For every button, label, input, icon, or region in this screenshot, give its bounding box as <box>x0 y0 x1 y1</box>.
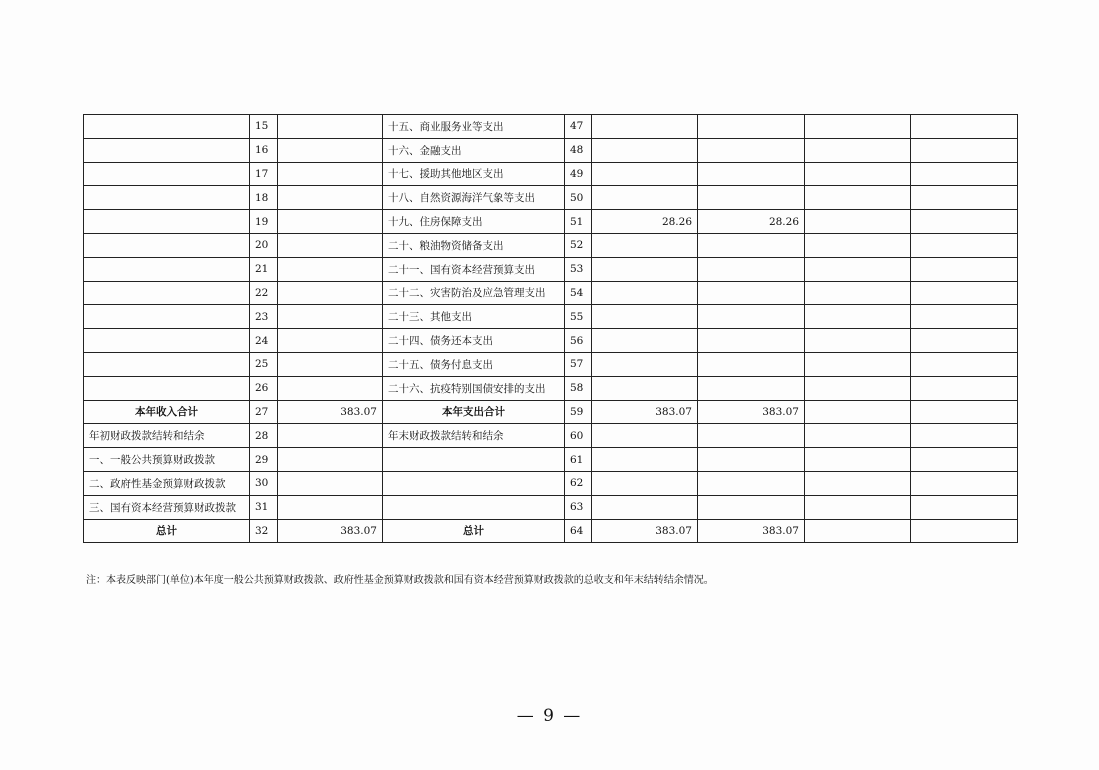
expenditure-item-cell <box>383 495 565 519</box>
general-budget-cell <box>698 257 805 281</box>
expenditure-item-cell: 二十、粮油物资储备支出 <box>383 233 565 257</box>
income-amount-cell <box>278 376 383 400</box>
table-row <box>84 210 1018 234</box>
general-budget-cell <box>698 448 805 472</box>
expenditure-item-cell: 十九、住房保障支出 <box>383 210 565 234</box>
income-item-cell <box>84 305 250 329</box>
expenditure-total-cell <box>592 233 698 257</box>
income-amount-cell <box>278 210 383 234</box>
expenditure-total-cell: 383.07 <box>592 400 698 424</box>
expenditure-item-cell <box>383 471 565 495</box>
general-budget-cell: 383.07 <box>698 400 805 424</box>
table-row <box>84 115 1018 139</box>
state-capital-cell <box>911 305 1018 329</box>
income-amount-cell <box>278 448 383 472</box>
expenditure-total-cell <box>592 281 698 305</box>
income-line-number-cell: 32 <box>250 519 278 543</box>
income-line-number-cell: 22 <box>250 281 278 305</box>
expenditure-line-number-cell: 64 <box>565 519 592 543</box>
government-fund-cell <box>805 424 911 448</box>
expenditure-item-cell: 二十五、债务付息支出 <box>383 352 565 376</box>
general-budget-cell <box>698 329 805 353</box>
income-amount-cell: 383.07 <box>278 519 383 543</box>
expenditure-line-number-cell: 53 <box>565 257 592 281</box>
table-row <box>84 519 1018 543</box>
income-line-number-cell: 18 <box>250 186 278 210</box>
table-row <box>84 329 1018 353</box>
government-fund-cell <box>805 352 911 376</box>
income-item-cell <box>84 257 250 281</box>
state-capital-cell <box>911 495 1018 519</box>
income-amount-cell <box>278 233 383 257</box>
table-row <box>84 138 1018 162</box>
income-line-number-cell: 26 <box>250 376 278 400</box>
income-item-cell <box>84 233 250 257</box>
expenditure-total-cell <box>592 376 698 400</box>
expenditure-total-cell: 383.07 <box>592 519 698 543</box>
expenditure-line-number-cell: 57 <box>565 352 592 376</box>
income-amount-cell <box>278 305 383 329</box>
table-row <box>84 162 1018 186</box>
income-amount-cell <box>278 352 383 376</box>
table-row <box>84 305 1018 329</box>
general-budget-cell <box>698 471 805 495</box>
table-row <box>84 471 1018 495</box>
expenditure-total-cell <box>592 257 698 281</box>
expenditure-total-cell <box>592 162 698 186</box>
budget-table <box>83 114 1018 543</box>
state-capital-cell <box>911 257 1018 281</box>
expenditure-total-cell: 28.26 <box>592 210 698 234</box>
general-budget-cell <box>698 305 805 329</box>
state-capital-cell <box>911 448 1018 472</box>
table-row <box>84 233 1018 257</box>
table-row <box>84 495 1018 519</box>
expenditure-item-cell: 二十二、灾害防治及应急管理支出 <box>383 281 565 305</box>
state-capital-cell <box>911 424 1018 448</box>
expenditure-item-cell <box>383 448 565 472</box>
income-amount-cell <box>278 115 383 139</box>
income-amount-cell <box>278 186 383 210</box>
expenditure-line-number-cell: 62 <box>565 471 592 495</box>
state-capital-cell <box>911 519 1018 543</box>
expenditure-line-number-cell: 52 <box>565 233 592 257</box>
government-fund-cell <box>805 115 911 139</box>
income-line-number-cell: 29 <box>250 448 278 472</box>
income-line-number-cell: 15 <box>250 115 278 139</box>
expenditure-item-cell: 年末财政拨款结转和结余 <box>383 424 565 448</box>
expenditure-total-cell <box>592 471 698 495</box>
general-budget-cell <box>698 115 805 139</box>
government-fund-cell <box>805 186 911 210</box>
government-fund-cell <box>805 448 911 472</box>
government-fund-cell <box>805 329 911 353</box>
income-item-cell <box>84 376 250 400</box>
general-budget-cell: 28.26 <box>698 210 805 234</box>
income-line-number-cell: 24 <box>250 329 278 353</box>
income-line-number-cell: 30 <box>250 471 278 495</box>
general-budget-cell <box>698 162 805 186</box>
income-item-cell: 三、国有资本经营预算财政拨款 <box>84 495 250 519</box>
expenditure-item-cell: 总计 <box>383 519 565 543</box>
state-capital-cell <box>911 400 1018 424</box>
state-capital-cell <box>911 210 1018 234</box>
table-row <box>84 257 1018 281</box>
general-budget-cell <box>698 495 805 519</box>
income-amount-cell <box>278 281 383 305</box>
table-row <box>84 400 1018 424</box>
expenditure-item-cell: 二十三、其他支出 <box>383 305 565 329</box>
income-line-number-cell: 23 <box>250 305 278 329</box>
government-fund-cell <box>805 519 911 543</box>
government-fund-cell <box>805 471 911 495</box>
expenditure-line-number-cell: 63 <box>565 495 592 519</box>
government-fund-cell <box>805 210 911 234</box>
table-row <box>84 186 1018 210</box>
state-capital-cell <box>911 329 1018 353</box>
income-amount-cell <box>278 329 383 353</box>
income-item-cell <box>84 329 250 353</box>
expenditure-line-number-cell: 51 <box>565 210 592 234</box>
income-amount-cell <box>278 257 383 281</box>
income-item-cell: 本年收入合计 <box>84 400 250 424</box>
state-capital-cell <box>911 233 1018 257</box>
income-amount-cell <box>278 138 383 162</box>
general-budget-cell <box>698 281 805 305</box>
income-item-cell <box>84 210 250 234</box>
expenditure-item-cell: 十六、金融支出 <box>383 138 565 162</box>
income-line-number-cell: 27 <box>250 400 278 424</box>
expenditure-line-number-cell: 50 <box>565 186 592 210</box>
general-budget-cell <box>698 352 805 376</box>
expenditure-line-number-cell: 47 <box>565 115 592 139</box>
expenditure-total-cell <box>592 329 698 353</box>
table-row <box>84 352 1018 376</box>
income-line-number-cell: 28 <box>250 424 278 448</box>
state-capital-cell <box>911 352 1018 376</box>
government-fund-cell <box>805 233 911 257</box>
income-line-number-cell: 19 <box>250 210 278 234</box>
expenditure-line-number-cell: 55 <box>565 305 592 329</box>
expenditure-total-cell <box>592 305 698 329</box>
income-item-cell <box>84 281 250 305</box>
income-line-number-cell: 31 <box>250 495 278 519</box>
expenditure-total-cell <box>592 448 698 472</box>
expenditure-item-cell: 十八、自然资源海洋气象等支出 <box>383 186 565 210</box>
state-capital-cell <box>911 186 1018 210</box>
state-capital-cell <box>911 162 1018 186</box>
expenditure-item-cell: 十七、援助其他地区支出 <box>383 162 565 186</box>
government-fund-cell <box>805 138 911 162</box>
government-fund-cell <box>805 376 911 400</box>
income-line-number-cell: 17 <box>250 162 278 186</box>
government-fund-cell <box>805 495 911 519</box>
income-amount-cell <box>278 471 383 495</box>
income-line-number-cell: 20 <box>250 233 278 257</box>
income-amount-cell <box>278 424 383 448</box>
expenditure-line-number-cell: 59 <box>565 400 592 424</box>
expenditure-total-cell <box>592 495 698 519</box>
state-capital-cell <box>911 115 1018 139</box>
expenditure-total-cell <box>592 115 698 139</box>
income-item-cell <box>84 186 250 210</box>
expenditure-line-number-cell: 60 <box>565 424 592 448</box>
expenditure-item-cell: 二十四、债务还本支出 <box>383 329 565 353</box>
government-fund-cell <box>805 162 911 186</box>
expenditure-total-cell <box>592 424 698 448</box>
table-row <box>84 281 1018 305</box>
expenditure-line-number-cell: 48 <box>565 138 592 162</box>
income-line-number-cell: 21 <box>250 257 278 281</box>
income-item-cell: 一、一般公共预算财政拨款 <box>84 448 250 472</box>
income-amount-cell <box>278 162 383 186</box>
government-fund-cell <box>805 257 911 281</box>
general-budget-cell <box>698 186 805 210</box>
state-capital-cell <box>911 138 1018 162</box>
expenditure-item-cell: 二十一、国有资本经营预算支出 <box>383 257 565 281</box>
table-body <box>84 115 1018 543</box>
state-capital-cell <box>911 281 1018 305</box>
expenditure-line-number-cell: 61 <box>565 448 592 472</box>
page-number: — 9 — <box>516 706 583 726</box>
general-budget-cell <box>698 424 805 448</box>
general-budget-cell <box>698 376 805 400</box>
table-row <box>84 376 1018 400</box>
expenditure-line-number-cell: 49 <box>565 162 592 186</box>
income-item-cell <box>84 138 250 162</box>
income-line-number-cell: 25 <box>250 352 278 376</box>
general-budget-cell: 383.07 <box>698 519 805 543</box>
expenditure-total-cell <box>592 138 698 162</box>
government-fund-cell <box>805 305 911 329</box>
expenditure-total-cell <box>592 186 698 210</box>
income-item-cell <box>84 162 250 186</box>
income-item-cell: 年初财政拨款结转和结余 <box>84 424 250 448</box>
income-item-cell <box>84 115 250 139</box>
expenditure-item-cell: 二十六、抗疫特别国债安排的支出 <box>383 376 565 400</box>
expenditure-line-number-cell: 58 <box>565 376 592 400</box>
income-line-number-cell: 16 <box>250 138 278 162</box>
state-capital-cell <box>911 471 1018 495</box>
government-fund-cell <box>805 400 911 424</box>
expenditure-line-number-cell: 54 <box>565 281 592 305</box>
general-budget-cell <box>698 233 805 257</box>
table-row <box>84 424 1018 448</box>
state-capital-cell <box>911 376 1018 400</box>
income-amount-cell <box>278 495 383 519</box>
table-note: 注：本表反映部门(单位)本年度一般公共预算财政拨款、政府性基金预算财政拨款和国有资本经营预算财政拨款的总收支和年末结转结余情况。 <box>86 575 714 586</box>
expenditure-line-number-cell: 56 <box>565 329 592 353</box>
expenditure-total-cell <box>592 352 698 376</box>
expenditure-item-cell: 本年支出合计 <box>383 400 565 424</box>
income-item-cell: 二、政府性基金预算财政拨款 <box>84 471 250 495</box>
income-item-cell <box>84 352 250 376</box>
expenditure-item-cell: 十五、商业服务业等支出 <box>383 115 565 139</box>
government-fund-cell <box>805 281 911 305</box>
table-row <box>84 448 1018 472</box>
income-item-cell: 总计 <box>84 519 250 543</box>
general-budget-cell <box>698 138 805 162</box>
income-amount-cell: 383.07 <box>278 400 383 424</box>
